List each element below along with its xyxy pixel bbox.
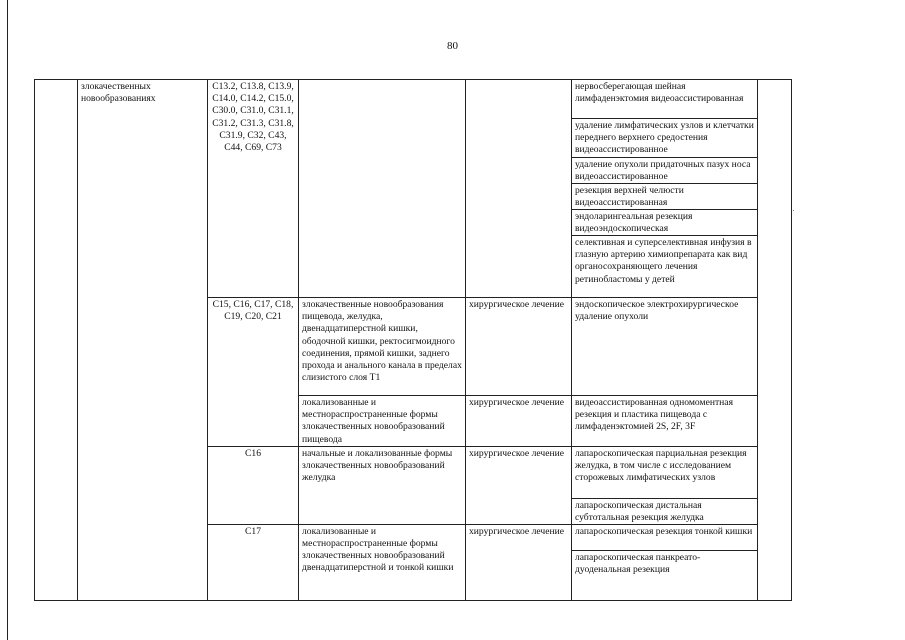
diagnosis-cell: локализованные и местнораспространенные формы злокачественных новообразований пищевода	[299, 396, 466, 447]
method-item: нервосберегающая шейная лимфаденэктомия видеоассистированная	[572, 80, 757, 119]
method-item: лапароскопическая парциальная резекция желудка, в том числе с исследованием сторожевых лимфатических узлов	[572, 447, 757, 499]
treatment-cell: хирургическое лечение	[466, 524, 572, 600]
methods-cell: эндоскопическое электрохирургическое удаление опухоли	[572, 298, 758, 396]
section-title-cell	[78, 80, 208, 601]
treatment-cell: хирургическое лечение	[466, 396, 572, 447]
method-item: удаление лимфатических узлов и клетчатки переднего верхнего средостения видеоассистированное	[572, 119, 757, 158]
method-item: лапароскопическая панкреато-дуоденальная резекция	[575, 551, 701, 576]
procedures-table	[34, 79, 792, 601]
scan-speck	[793, 210, 794, 211]
method-item: резекция верхней челюсти видеоассистированная	[572, 184, 757, 210]
codes-cell: C17	[208, 524, 299, 600]
treatment-cell	[466, 80, 572, 298]
number-cell	[35, 80, 78, 601]
diagnosis-cell	[299, 80, 466, 298]
methods-cell: видеоассистированная одномоментная резекция и пластика пищевода с лимфаденэктомией 2S, 2F, 3F	[572, 396, 758, 447]
method-item: лапароскопическая резекция тонкой кишки	[572, 525, 757, 551]
treatment-cell: хирургическое лечение	[466, 298, 572, 396]
treatment-cell: хирургическое лечение	[466, 446, 572, 524]
method-item: селективная и суперселективная инфузия в глазную артерию химиопрепарата как вид органосохраняющего лечения ретинобластомы у детей	[575, 237, 752, 285]
codes-cell: C16	[208, 446, 299, 524]
codes-cell: C13.2, C13.8, C13.9, C14.0, C14.2, C15.0, C30.0, C31.0, C31.1, C31.2, C31.3, C31.8, C31.9, C32, C43, C44, C69, C73	[208, 80, 299, 298]
diagnosis-cell: начальные и локализованные формы злокачественных новообразований желудка	[299, 446, 466, 524]
table-row	[35, 80, 792, 298]
method-item: лапароскопическая дистальная субтотальная резекция желудка	[575, 499, 704, 524]
diagnosis-cell: злокачественные новообразования пищевода, желудка, двенадцатиперстной кишки, ободочной кишки, ректосигмоидного соединения, прямой кишки, заднего прохода и анального канала в пределах слизистого слоя T1	[299, 298, 466, 396]
method-item: эндоларингеальная резекция видеоэндоскопическая	[572, 210, 757, 236]
codes-cell: C15, C16, C17, C18, C19, C20, C21	[208, 298, 299, 447]
methods-cell	[572, 446, 758, 524]
section-title: злокачественных новообразованиях	[81, 81, 156, 105]
page-number: 80	[447, 40, 458, 52]
notes-cell	[758, 80, 792, 601]
method-item: удаление опухоли придаточных пазух носа видеоассистированное	[572, 158, 757, 184]
methods-cell	[572, 524, 758, 600]
methods-cell	[572, 80, 758, 298]
diagnosis-cell: локализованные и местнораспространенные формы злокачественных новообразований двенадцатиперстной и тонкой кишки	[299, 524, 466, 600]
page-left-rule	[7, 0, 8, 640]
